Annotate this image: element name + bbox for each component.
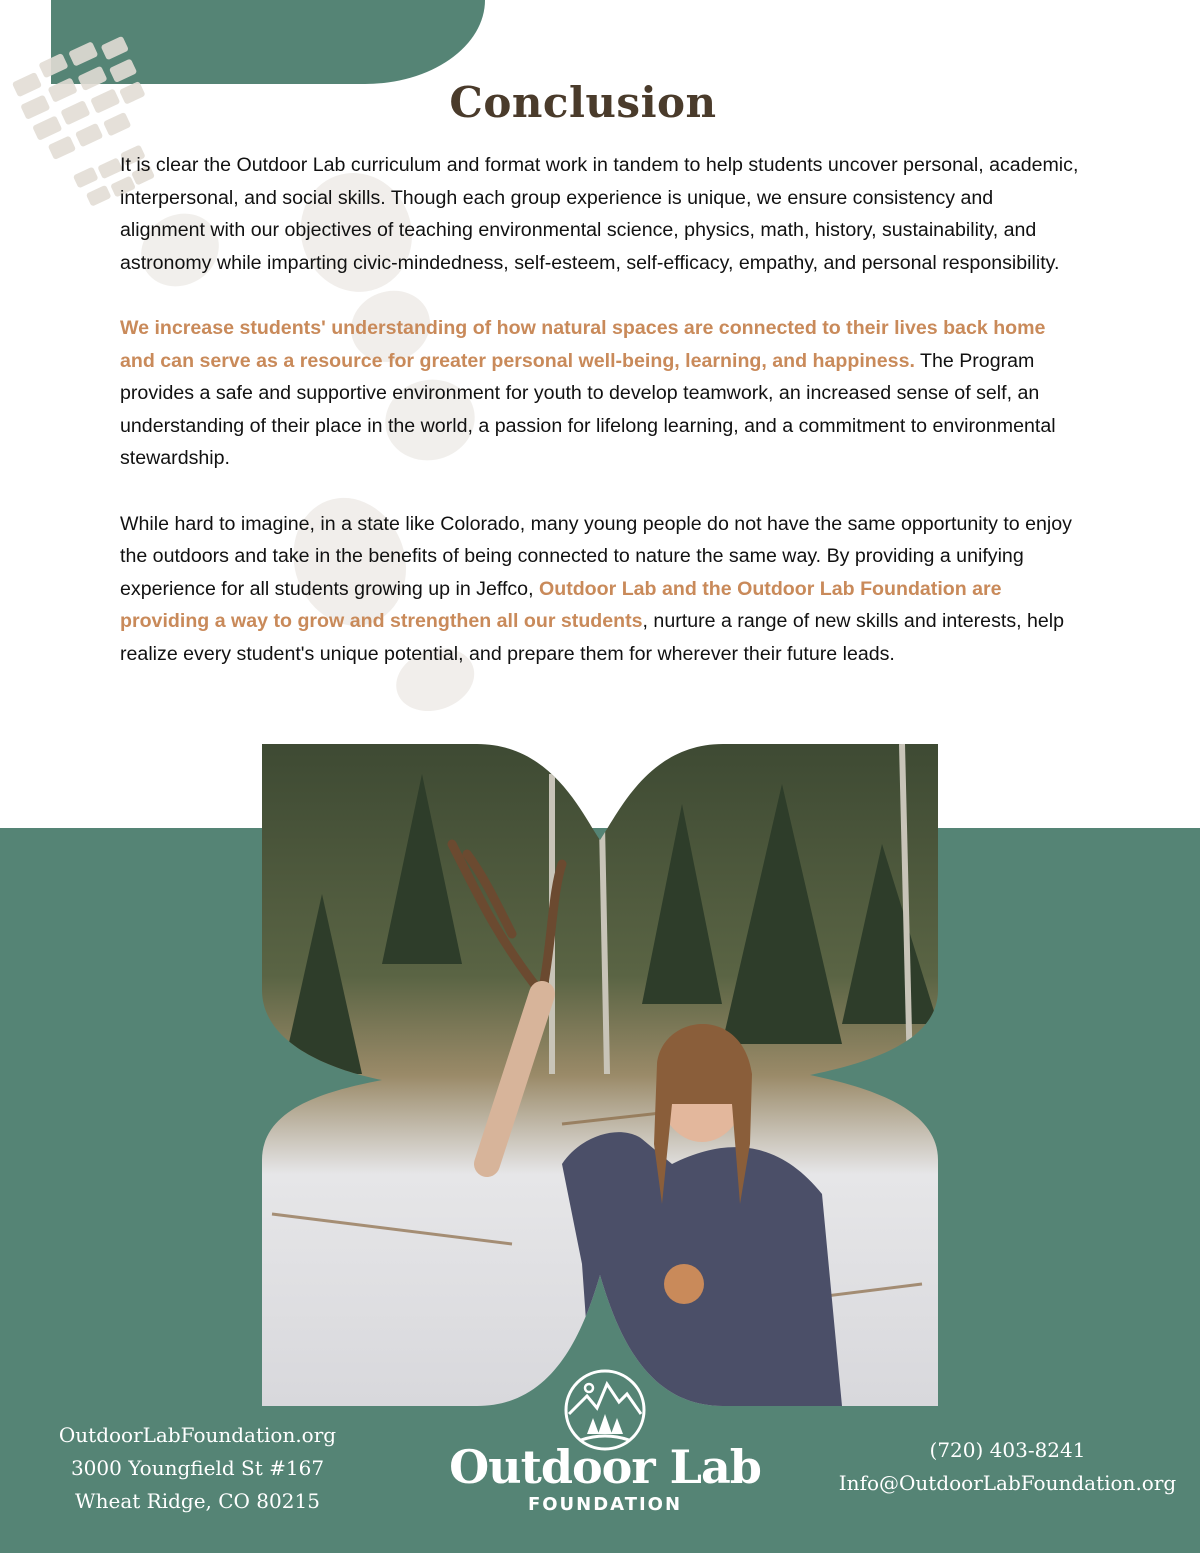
phone-number[interactable]: (720) 403-8241 <box>929 1438 1086 1462</box>
highlight-text: We increase students' understanding of how natural spaces are connected to their lives back home and can serve as a resource for greater personal well-being, learning, and happiness. <box>120 316 1046 372</box>
footer-contact-left <box>40 1419 355 1518</box>
paragraph-text: It is clear the Outdoor Lab curriculum and format work in tandem to help students uncover personal, academic, interpersonal, and social skills. Though each group experience is unique, we ensure consistency and alignment with our objectives of teaching environmental science, physics, math, history, sustainability, and astronomy while imparting civic-mindedness, self-esteem, self-efficacy, empathy, and personal responsibility. <box>120 154 1079 274</box>
email-link[interactable]: Info@OutdoorLabFoundation.org <box>838 1471 1177 1495</box>
page-title: Conclusion <box>449 78 717 127</box>
address-line-1: 3000 Youngfield St #167 <box>70 1456 325 1480</box>
address-line-2: Wheat Ridge, CO 80215 <box>75 1489 320 1513</box>
logo-subtitle: FOUNDATION <box>527 1494 683 1515</box>
paragraph-text: , nurture a range of new skills and interests, help realize every student's unique potential, and prepare them for wherever their future leads. <box>120 610 1065 665</box>
body-text <box>120 149 1080 703</box>
highlight-text: Outdoor Lab and the Outdoor Lab Foundation are providing a way to grow and strengthen all our students <box>120 577 1002 633</box>
paragraph-text: While hard to imagine, in a state like Colorado, many young people do not have the same opportunity to enjoy the outdoors and take in the benefits of being connected to nature the same way. By providing a unifying experience for all students growing up in Jeffco, <box>120 512 1072 600</box>
paragraph-1 <box>120 149 1080 279</box>
paragraph-2 <box>120 312 1080 475</box>
outdoor-lab-logo <box>420 1368 790 1528</box>
student-photo <box>262 744 938 1406</box>
paragraph-3 <box>120 508 1080 671</box>
footer-contact-right <box>820 1434 1195 1500</box>
logo-name: Outdoor Lab <box>449 1440 761 1494</box>
website-link[interactable]: OutdoorLabFoundation.org <box>58 1423 337 1447</box>
paragraph-text: The Program provides a safe and supportive environment for youth to develop teamwork, an increased sense of self, an understanding of their place in the world, a passion for lifelong learning, and a commitment to environmental stewardship. <box>120 349 1056 470</box>
